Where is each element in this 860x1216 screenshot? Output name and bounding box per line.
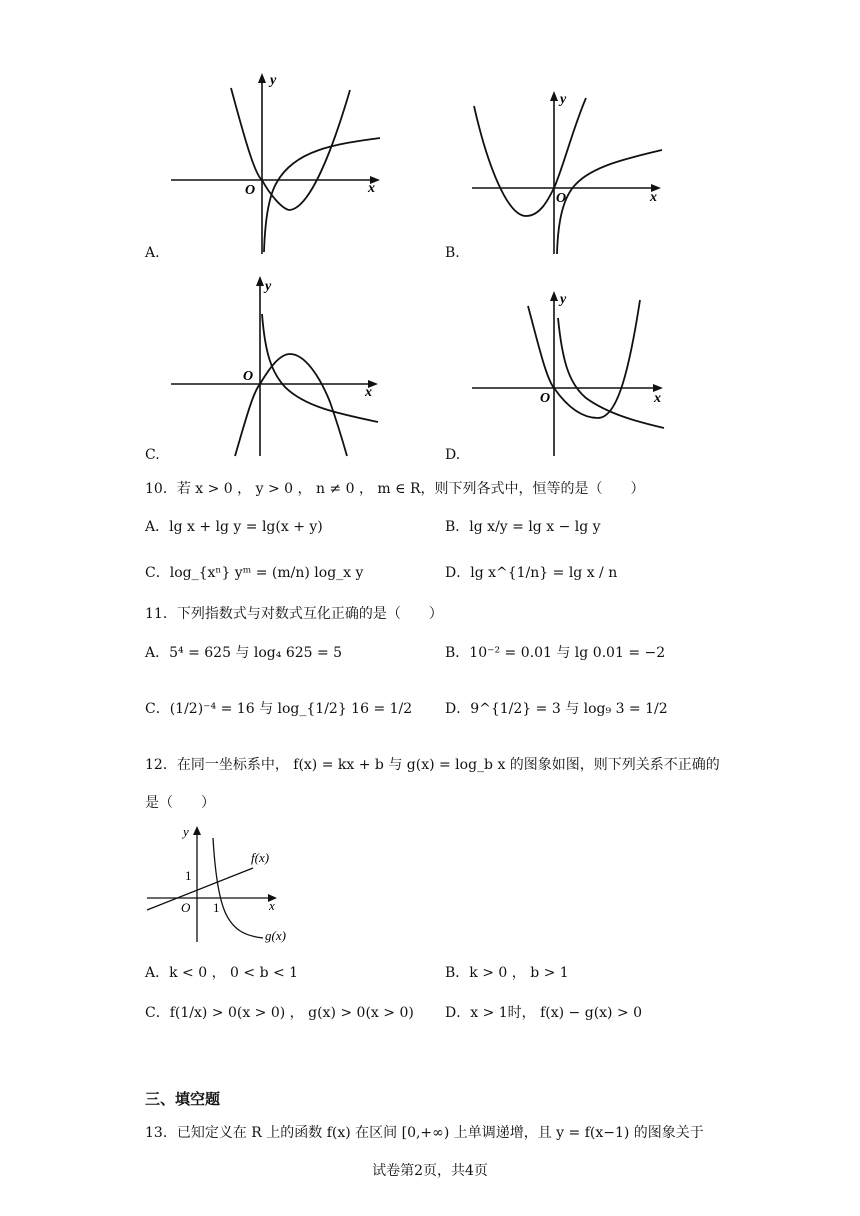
graph-q12 [145,822,295,947]
fx-label: f(x) [251,850,270,865]
q11-option-a: A．5⁴ = 625 与 log₄ 625 = 5 [145,645,343,661]
x-axis-label: x [368,181,375,196]
option-label-a: A. [145,245,160,261]
x-axis-label: x [365,385,372,400]
y-axis-label: y [270,73,277,88]
y-axis-label: y [183,824,189,839]
option-label-d: D. [445,447,461,463]
question-12-stem-line1: 12．在同一坐标系中， f(x) = kx + b 与 g(x) = log_b x 的图象如图，则下列关系不正确的 [145,757,720,773]
question-11-stem: 11．下列指数式与对数式互化正确的是（ ） [145,606,443,622]
gx-label: g(x) [265,928,286,943]
x-axis-label: x [650,190,657,205]
origin-label: O [556,191,567,206]
y-one-label: 1 [185,868,192,883]
x-axis-label: x [654,391,661,406]
q12-option-c: C．f(1/x) > 0(x > 0) ， g(x) > 0(x > 0) [145,1005,414,1021]
page-footer: 试卷第2页，共4页 [372,1163,488,1179]
q12-option-b: B．k > 0 ， b > 1 [445,965,569,981]
y-axis-label: y [560,92,567,107]
graph-option-c [165,272,390,460]
q10-option-a: A．lg x + lg y = lg(x + y) [145,519,323,535]
q11-option-c: C．(1/2)⁻⁴ = 16 与 log_{1/2} 16 = 1/2 [145,701,413,717]
origin-label: O [181,900,191,915]
section-heading: 三、填空题 [145,1090,221,1108]
origin-label: O [540,391,551,406]
question-10-stem: 10．若 x > 0 ， y > 0 ， n ≠ 0 ， m ∈ R，则下列各式中，恒等的是（ ） [145,481,645,497]
x-one-label: 1 [213,900,220,915]
graph-option-a [165,70,390,260]
option-label-b: B. [445,245,460,261]
q11-option-b: B．10⁻² = 0.01 与 lg 0.01 = −2 [445,645,666,661]
graph-option-d [468,288,668,460]
graph-option-b [468,88,668,260]
q10-option-c: C．log_{xⁿ} yᵐ = (m/n) log_x y [145,565,364,581]
question-12-stem-line2: 是（ ） [145,795,215,811]
q12-option-d: D．x > 1时， f(x) − g(x) > 0 [445,1005,643,1021]
origin-label: O [245,183,256,198]
q11-option-d: D．9^{1/2} = 3 与 log₉ 3 = 1/2 [445,701,668,717]
origin-label: O [243,369,254,384]
q10-option-b: B．lg x/y = lg x − lg y [445,519,601,535]
y-axis-label: y [560,292,567,307]
q10-option-d: D．lg x^{1/n} = lg x / n [445,565,618,581]
y-axis-label: y [265,279,272,294]
option-label-c: C. [145,447,160,463]
x-axis-label: x [269,898,275,913]
question-13-stem: 13．已知定义在 R 上的函数 f(x) 在区间 [0,+∞) 上单调递增，且 y = f(x−1) 的图象关于 [145,1125,704,1141]
q12-option-a: A．k < 0 ， 0 < b < 1 [145,965,299,981]
